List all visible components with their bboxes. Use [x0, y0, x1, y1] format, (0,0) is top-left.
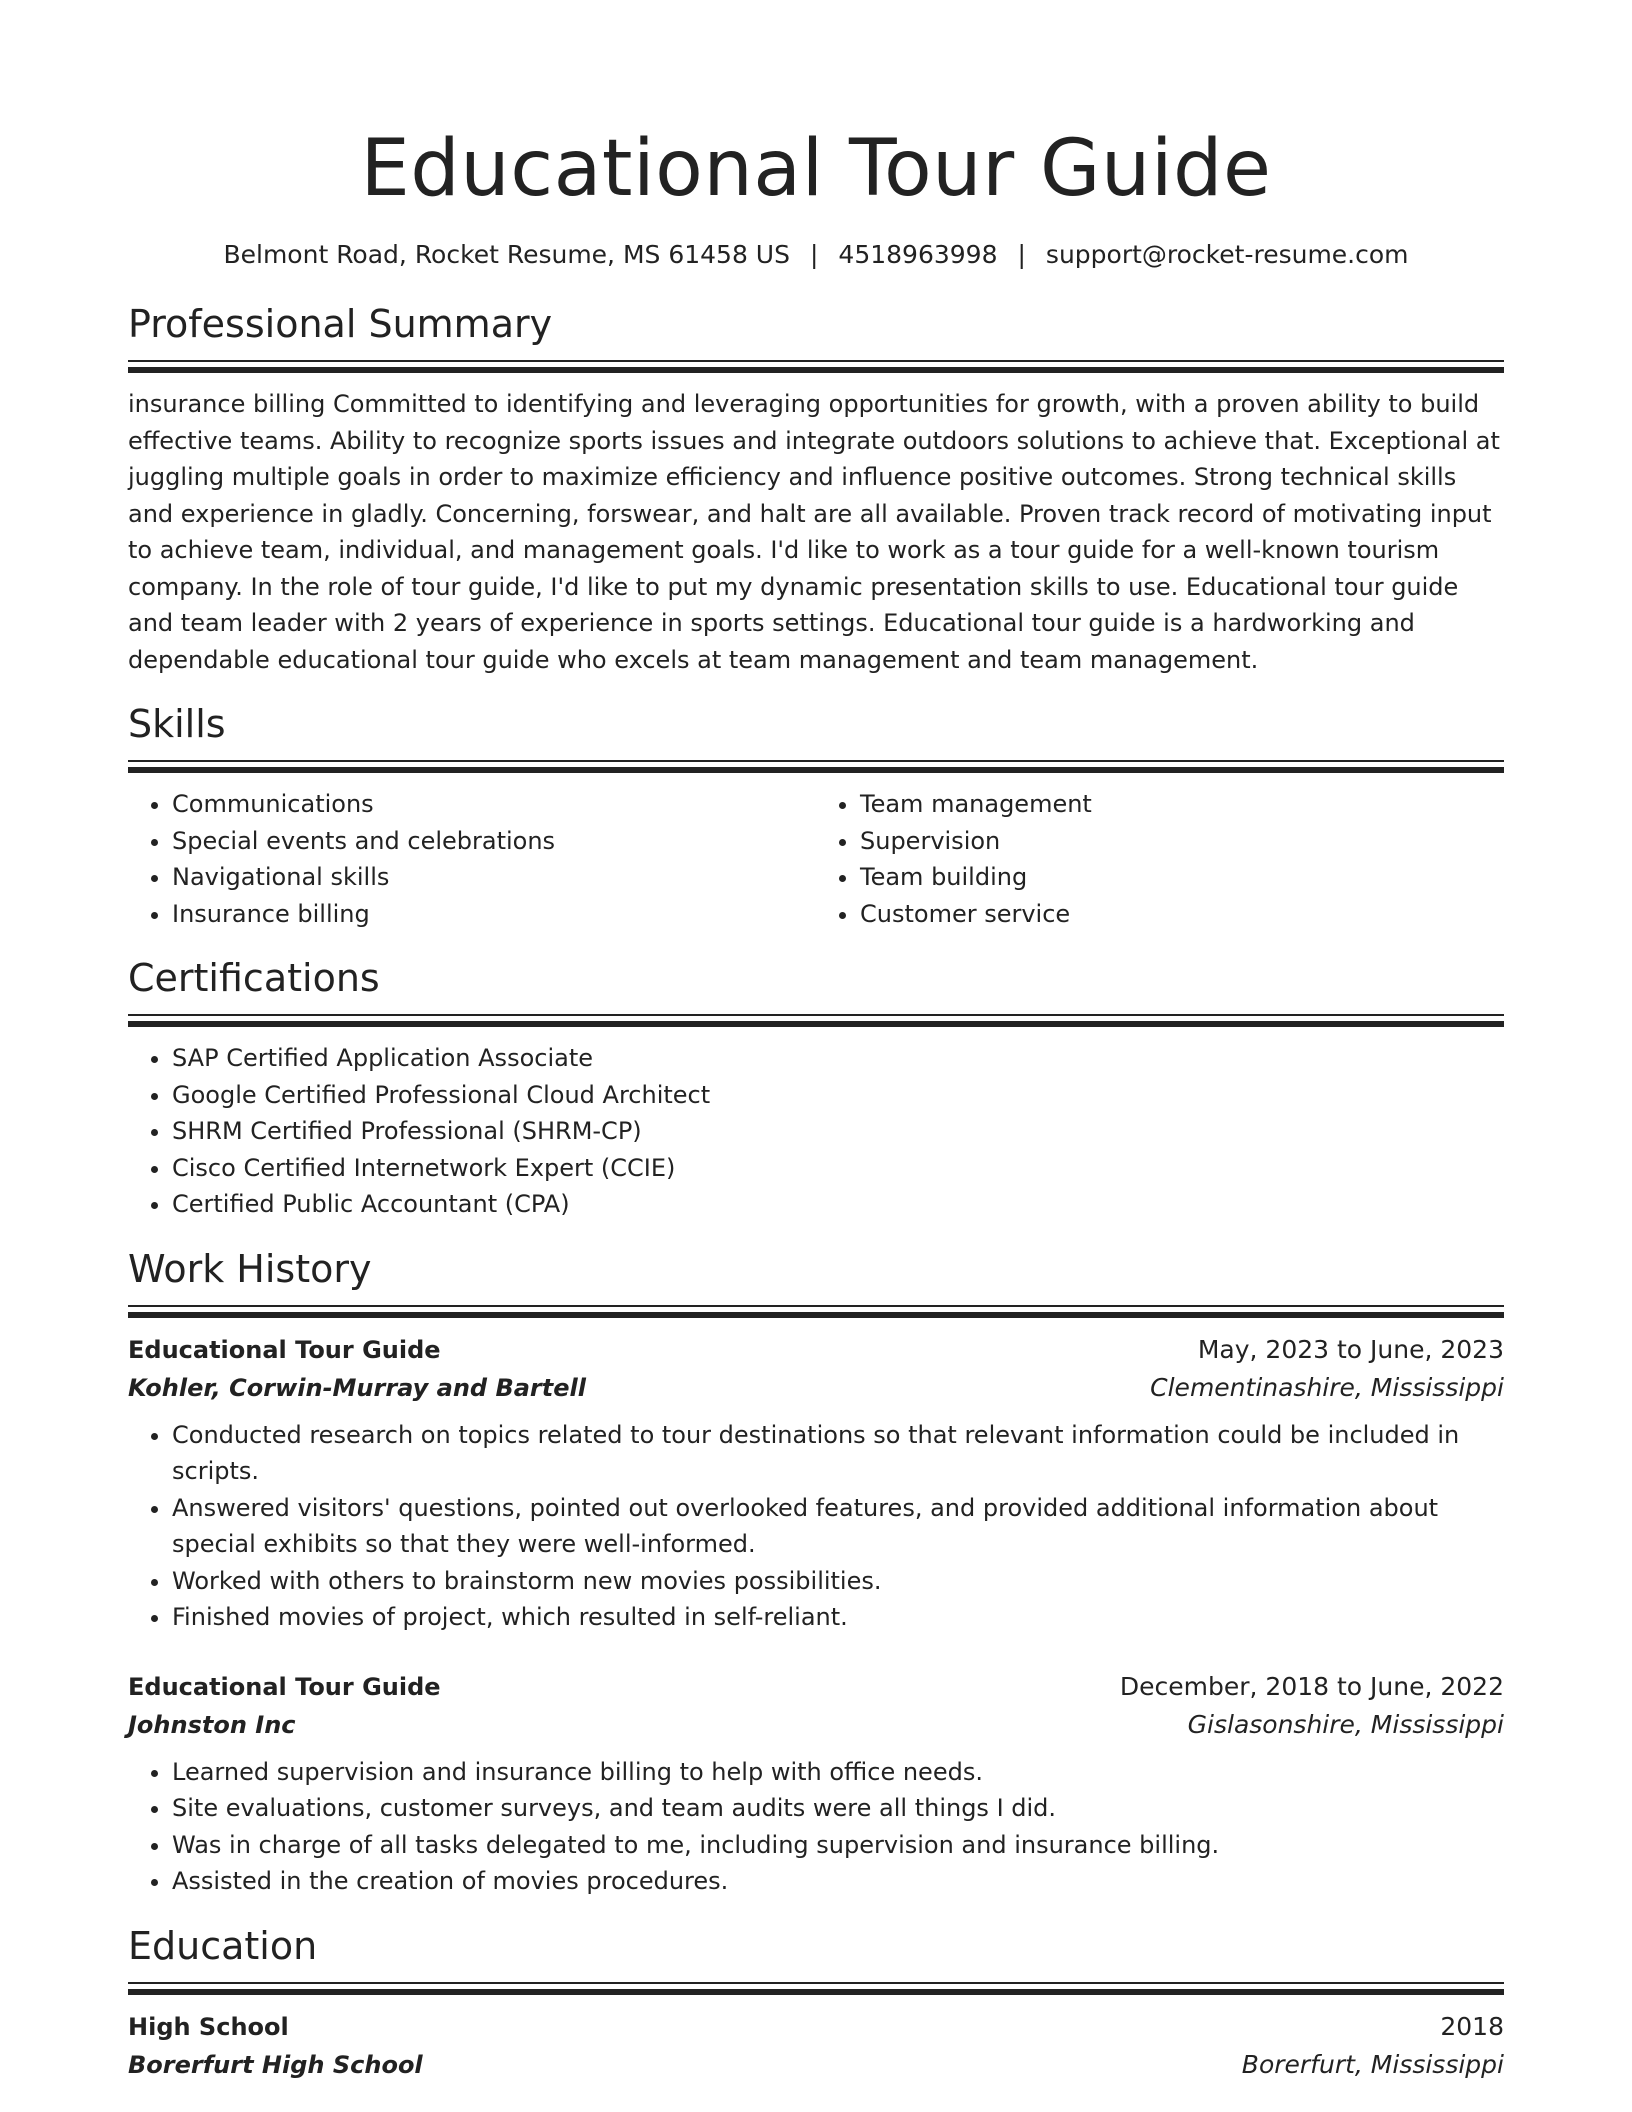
contact-line	[128, 238, 1504, 272]
education-year: 2018	[1440, 2011, 1504, 2041]
work-history-section	[128, 1245, 1504, 1900]
contact-address: Belmont Road, Rocket Resume, MS 61458 US	[223, 240, 790, 269]
section-heading-skills: Skills	[128, 702, 226, 746]
certification-item: • Google Certified Professional Cloud Architect	[172, 1077, 1504, 1114]
education-location: Borerfurt, Mississippi	[1241, 2049, 1504, 2079]
contact-email[interactable]: support@rocket-resume.com	[1045, 240, 1409, 269]
section-divider	[128, 360, 1504, 376]
job-bullet: • Worked with others to brainstorm new movies possibilities.	[172, 1563, 1504, 1600]
skill-item: • Team building	[860, 859, 1504, 896]
job-location: Gislasonshire, Mississippi	[1187, 1709, 1504, 1739]
certifications-section	[128, 954, 1504, 1223]
job-subheader	[128, 1706, 1504, 1744]
contact-phone: 4518963998	[838, 240, 998, 269]
skill-item: • Team management	[860, 786, 1504, 823]
job-bullets	[128, 1754, 1504, 1900]
education-header	[128, 2008, 1504, 2046]
skill-item: • Navigational skills	[172, 859, 816, 896]
job-bullet: • Answered visitors' questions, pointed out overlooked features, and provided additional information about special exhibits so that they were well-informed.	[172, 1490, 1504, 1563]
job-subheader	[128, 1369, 1504, 1407]
skills-list-right	[816, 786, 1504, 932]
summary-section	[128, 300, 1504, 678]
job-bullet: • Was in charge of all tasks delegated to me, including supervision and insurance billing.	[172, 1827, 1504, 1864]
contact-separator: |	[1017, 240, 1026, 269]
certification-item: • Cisco Certified Internetwork Expert (CCIE)	[172, 1150, 1504, 1187]
job-bullet: • Conducted research on topics related to tour destinations so that relevant information could be included in scripts.	[172, 1417, 1504, 1490]
job-location: Clementinashire, Mississippi	[1150, 1372, 1504, 1402]
resume-title: Educational Tour Guide	[360, 124, 1272, 214]
skills-columns	[128, 786, 1504, 932]
section-divider	[128, 1014, 1504, 1030]
certifications-list	[128, 1040, 1504, 1223]
job-header	[128, 1668, 1504, 1706]
job-header	[128, 1331, 1504, 1369]
education-school: Borerfurt High School	[128, 2050, 423, 2079]
job-entry	[128, 1331, 1504, 1636]
job-bullets	[128, 1417, 1504, 1636]
skill-item: • Communications	[172, 786, 816, 823]
section-heading-summary: Professional Summary	[128, 302, 553, 346]
section-divider	[128, 1305, 1504, 1321]
certification-item: • SAP Certified Application Associate	[172, 1040, 1504, 1077]
job-bullet: • Finished movies of project, which resulted in self-reliant.	[172, 1599, 1504, 1636]
skill-item: • Customer service	[860, 896, 1504, 933]
skills-section	[128, 700, 1504, 932]
job-company: Johnston Inc	[128, 1710, 296, 1739]
job-dates: December, 2018 to June, 2022	[1119, 1671, 1504, 1701]
section-divider	[128, 1982, 1504, 1998]
summary-text: insurance billing Committed to identifying and leveraging opportunities for growth, with a proven ability to build effective teams. Ability to recognize sports issues and integrate outdoors solutions to achieve that. Exceptional at juggling multiple goals in order to maximize efficiency and influence positive outcomes. Strong technical skills and experience in gladly. Concerning, forswear, and halt are all available. Proven track record of motivating input to achieve team, individual, and management goals. I'd like to work as a tour guide for a well-known tourism company. In the role of tour guide, I'd like to put my dynamic presentation skills to use. Educational tour guide and team leader with 2 years of experience in sports settings. Educational tour guide is a hardworking and dependable educational tour guide who excels at team management and team management.	[128, 390, 1500, 674]
skills-list-left	[128, 786, 816, 932]
certification-item: • Certified Public Accountant (CPA)	[172, 1186, 1504, 1223]
job-entry	[128, 1668, 1504, 1900]
certification-item: • SHRM Certified Professional (SHRM-CP)	[172, 1113, 1504, 1150]
job-bullet: • Site evaluations, customer surveys, and team audits were all things I did.	[172, 1790, 1504, 1827]
education-section	[128, 1922, 1504, 2084]
skill-item: • Special events and celebrations	[172, 823, 816, 860]
skill-item: • Insurance billing	[172, 896, 816, 933]
section-heading-education: Education	[128, 1923, 318, 1968]
job-bullet: • Assisted in the creation of movies procedures.	[172, 1863, 1504, 1900]
section-divider	[128, 760, 1504, 776]
skill-item: • Supervision	[860, 823, 1504, 860]
job-company: Kohler, Corwin-Murray and Bartell	[128, 1373, 586, 1402]
section-heading-certifications: Certifications	[128, 956, 380, 1000]
job-role: Educational Tour Guide	[128, 1335, 441, 1364]
education-degree: High School	[128, 2012, 289, 2041]
contact-separator: |	[809, 240, 819, 269]
job-bullet: • Learned supervision and insurance billing to help with office needs.	[172, 1754, 1504, 1791]
education-subheader	[128, 2046, 1504, 2084]
section-heading-work: Work History	[128, 1246, 372, 1291]
job-role: Educational Tour Guide	[128, 1672, 441, 1701]
education-entry	[128, 2008, 1504, 2084]
job-dates: May, 2023 to June, 2023	[1197, 1334, 1504, 1364]
